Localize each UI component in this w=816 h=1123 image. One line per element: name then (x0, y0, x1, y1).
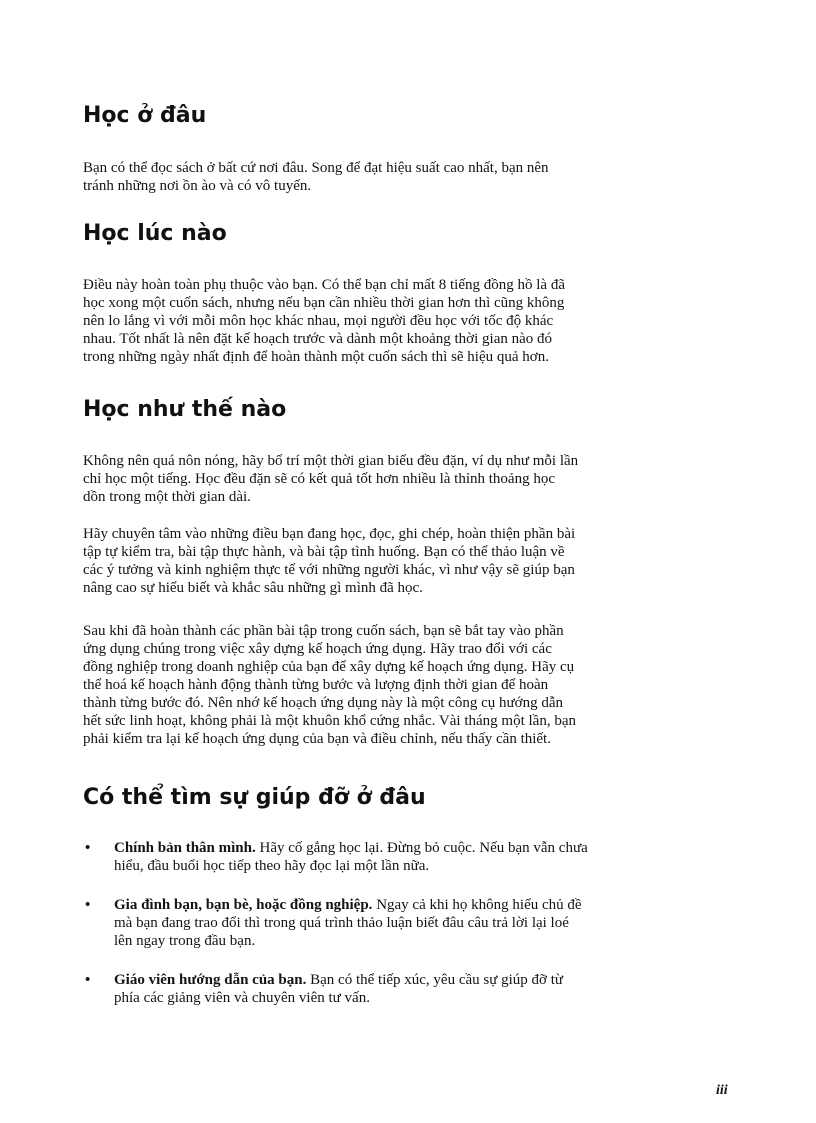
document-page: Học ở đâu Bạn có thể đọc sách ở bất cứ nơi đâu. Song để đạt hiệu suất cao nhất, bạn nên tránh những nơi ồn ào và có vô tuyến. Học lúc nào Điều này hoàn toàn phụ thuộc vào bạn. Có thể bạn chỉ mất 8 tiếng đồng hồ là đã học xong một cuốn sách, nhưng nếu bạn cần nhiều thời gian hơn thì cũng không nên lo lắng vì với mỗi môn học khác nhau, mọi người đều học với tốc độ khác nhau. Tốt nhất là nên đặt kế hoạch trước và dành một khoảng thời gian nào đó trong những ngày nhất định để hoàn thành một cuốn sách thì sẽ hiệu quả hơn. Học như thế nào Không nên quá nôn nóng, hãy bố trí một thời gian biểu đều đặn, ví dụ như mỗi lần chỉ học một tiếng. Học đều đặn sẽ có kết quả tốt hơn nhiều là thỉnh thoảng học dồn trong một thời gian dài. Hãy chuyên tâm vào những điều bạn đang học, đọc, ghi chép, hoàn thiện phần bài tập tự kiểm tra, bài tập thực hành, và bài tập tình huống. Bạn có thể thảo luận về các ý tưởng và kinh nghiệm thực tế với những người khác, vì như vậy sẽ giúp bạn nâng cao sự hiểu biết và khắc sâu những gì mình đã học. Sau khi đã hoàn thành các phần bài tập trong cuốn sách, bạn sẽ bắt tay vào phần ứng dụng chúng trong việc xây dựng kế hoạch ứng dụng. Hãy trao đổi với các đồng nghiệp trong doanh nghiệp của bạn để xây dựng kế hoạch ứng dụng. Hãy cụ thể hoá kế hoạch hành động thành từng bước và lượng định thời gian để hoàn thành từng bước đó. Nên nhớ kế hoạch ứng dụng này là một công cụ hướng dẫn hết sức linh hoạt, không phải là một khuôn khổ cứng nhắc. Vài tháng một lần, bạn phải kiểm tra lại kế hoạch ứng dụng của bạn và điều chỉnh, nếu thấy cần thiết. Có thể tìm sự giúp đỡ ở đâu • Chính bản thân mình. Hãy cố gắng học lại. Đừng bỏ cuộc. Nếu bạn vẫn chưa hiểu, đầu buổi học tiếp theo hãy đọc lại một lần nữa. • Gia đình bạn, bạn bè, hoặc đồng nghiệp. Ngay cả khi họ không hiểu chủ đề mà bạn đang trao đổi thì trong quá trình thảo luận biết đâu câu trả lời lại loé lên ngay trong đầu bạn. • Giáo viên hướng dẫn của bạn. Bạn có thể tiếp xúc, yêu cầu sự giúp đỡ từ phía các giảng viên và chuyên viên tư vấn. iii (0, 0, 816, 1123)
paragraph: Không nên quá nôn nóng, hãy bố trí một thời gian biểu đều đặn, ví dụ như mỗi lần chỉ học một tiếng. Học đều đặn sẽ có kết quả tốt hơn nhiều là thỉnh thoảng học dồn trong một thời gian dài. (83, 453, 579, 505)
bullet-lead: Giáo viên hướng dẫn của bạn. (114, 972, 307, 988)
bullet-icon: • (85, 840, 91, 856)
section-heading-hoc-nhu-the-nao: Học như thế nào (83, 397, 287, 422)
bullet-icon: • (85, 972, 91, 988)
section-heading-hoc-o-dau: Học ở đâu (83, 103, 207, 128)
bullet-icon: • (85, 897, 91, 913)
paragraph: Hãy chuyên tâm vào những điều bạn đang học, đọc, ghi chép, hoàn thiện phần bài tập tự kiểm tra, bài tập thực hành, và bài tập tình huống. Bạn có thể thảo luận về các ý tưởng và kinh nghiệm thực tế với những người khác, vì như vậy sẽ giúp bạn nâng cao sự hiểu biết và khắc sâu những gì mình đã học. (83, 526, 576, 596)
bullet-lead: Gia đình bạn, bạn bè, hoặc đồng nghiệp. (114, 897, 373, 913)
paragraph: Bạn có thể đọc sách ở bất cứ nơi đâu. Song để đạt hiệu suất cao nhất, bạn nên tránh những nơi ồn ào và có vô tuyến. (83, 160, 549, 194)
page-number: iii (716, 1083, 728, 1098)
paragraph: Điều này hoàn toàn phụ thuộc vào bạn. Có thể bạn chỉ mất 8 tiếng đồng hồ là đã học xong một cuốn sách, nhưng nếu bạn cần nhiều thời gian hơn thì cũng không nên lo lắng vì với mỗi môn học khác nhau, mọi người đều học với tốc độ khác nhau. Tốt nhất là nên đặt kế hoạch trước và dành một khoảng thời gian nào đó trong những ngày nhất định để hoàn thành một cuốn sách thì sẽ hiệu quả hơn. (83, 277, 565, 365)
section-heading-hoc-luc-nao: Học lúc nào (83, 221, 227, 246)
paragraph: Sau khi đã hoàn thành các phần bài tập trong cuốn sách, bạn sẽ bắt tay vào phần ứng dụng chúng trong việc xây dựng kế hoạch ứng dụng. Hãy trao đổi với các đồng nghiệp trong doanh nghiệp của bạn để xây dựng kế hoạch ứng dụng. Hãy cụ thể hoá kế hoạch hành động thành từng bước và lượng định thời gian để hoàn thành từng bước đó. Nên nhớ kế hoạch ứng dụng này là một công cụ hướng dẫn hết sức linh hoạt, không phải là một khuôn khổ cứng nhắc. Vài tháng một lần, bạn phải kiểm tra lại kế hoạch ứng dụng của bạn và điều chỉnh, nếu thấy cần thiết. (83, 623, 576, 747)
section-heading-co-the-tim-su-giup-do-o-dau: Có thể tìm sự giúp đỡ ở đâu (83, 785, 426, 810)
bullet-lead: Chính bản thân mình. (114, 840, 256, 856)
